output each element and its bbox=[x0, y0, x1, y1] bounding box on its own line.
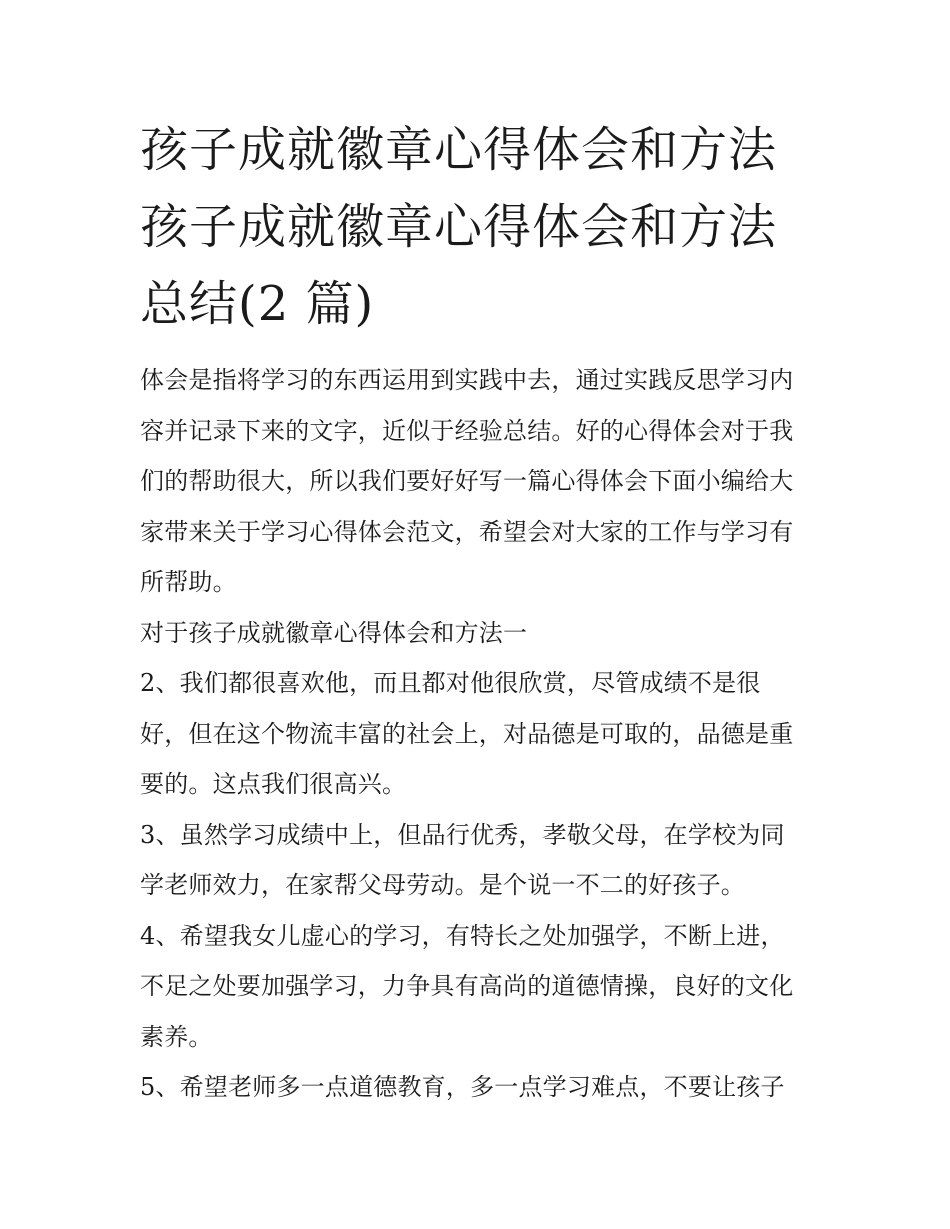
text-line: 3、虽然学习成绩中上，但品行优秀，孝敬父母，在学校为同 bbox=[140, 820, 785, 849]
text-line: 容并记录下来的文字，近似于经验总结。好的心得体会对于我 bbox=[140, 416, 794, 445]
text-line: 好，但在这个物流丰富的社会上，对品德是可取的，品德是重 bbox=[140, 719, 794, 748]
text-line: 不足之处要加强学习，力争具有高尚的道德情操，良好的文化 bbox=[140, 972, 794, 1000]
text-line: 要的。这点我们很高兴。 bbox=[140, 770, 407, 798]
document-body bbox=[140, 355, 830, 1113]
intro-paragraph bbox=[140, 355, 830, 608]
text-line: 4、希望我女儿虚心的学习，有特长之处加强学，不断上进， bbox=[140, 921, 785, 950]
text-line: 素养。 bbox=[140, 1022, 213, 1051]
text-line: 2、我们都很喜欢他，而且都对他很欣赏，尽管成绩不是很 bbox=[140, 669, 761, 697]
text-line: 5、希望老师多一点道德教育，多一点学习难点，不要让孩子 bbox=[140, 1073, 785, 1101]
text-line: 学老师效力，在家帮父母劳动。是个说一不二的好孩子。 bbox=[140, 871, 745, 899]
list-item-2 bbox=[140, 658, 830, 810]
text-line: 家带来关于学习心得体会范文，希望会对大家的工作与学习有 bbox=[140, 517, 794, 546]
document-title bbox=[140, 112, 830, 343]
text-line: 体会是指将学习的东西运用到实践中去，通过实践反思学习内 bbox=[140, 366, 794, 394]
text-line: 所帮助。 bbox=[140, 568, 237, 596]
title-line: 总结(2 篇) bbox=[140, 276, 375, 332]
section-heading bbox=[140, 608, 830, 659]
text-line: 对于孩子成就徽章心得体会和方法一 bbox=[140, 618, 528, 647]
list-item-3 bbox=[140, 810, 830, 911]
list-item-4 bbox=[140, 911, 830, 1063]
text-line: 们的帮助很大，所以我们要好好写一篇心得体会下面小编给大 bbox=[140, 467, 794, 495]
title-line: 孩子成就徽章心得体会和方法 bbox=[140, 122, 778, 178]
list-item-5 bbox=[140, 1062, 830, 1113]
title-line: 孩子成就徽章心得体会和方法 bbox=[140, 199, 778, 255]
